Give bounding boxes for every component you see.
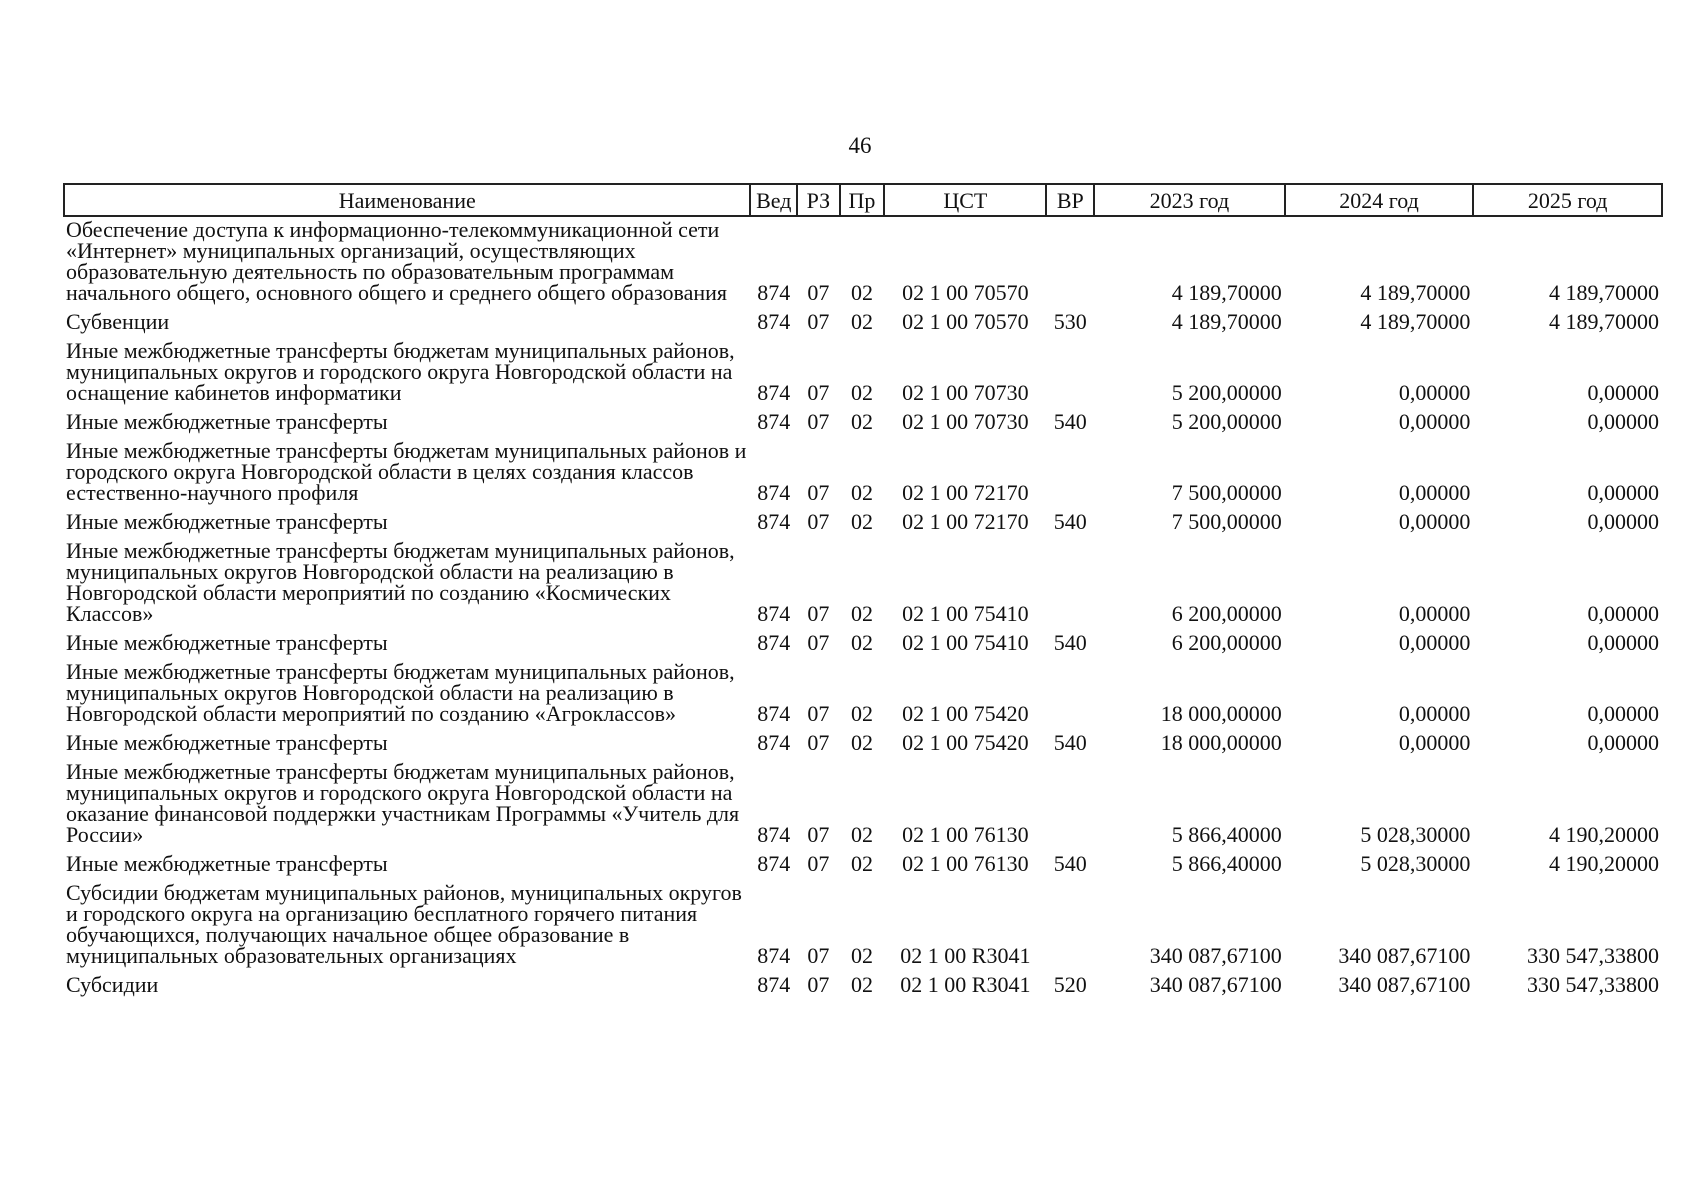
cell-cst: 02 1 00 70730 (902, 380, 1029, 405)
cell-2023: 4 189,70000 (1171, 280, 1282, 305)
cell-2024: 0,00000 (1398, 601, 1471, 626)
cell-vr: 540 (1053, 730, 1087, 755)
cell-cst: 02 1 00 R3041 (900, 943, 1031, 968)
cell-2023: 7 500,00000 (1171, 509, 1282, 534)
cell-2023: 5 866,40000 (1171, 822, 1282, 847)
cell-pr: 02 (850, 409, 873, 434)
cell-2025: 4 190,20000 (1549, 822, 1659, 847)
cell-2024: 0,00000 (1398, 509, 1471, 534)
cell-pr: 02 (850, 701, 873, 726)
cell-2023: 6 200,00000 (1171, 630, 1282, 655)
cell-vr: 540 (1053, 409, 1087, 434)
table-row (64, 726, 1662, 755)
cell-2024: 4 189,70000 (1360, 309, 1471, 334)
cell-ved: 874 (757, 480, 791, 505)
cell-name: Иные межбюджетные трансферты (66, 630, 388, 655)
cell-pr: 02 (850, 851, 873, 876)
cell-cst: 02 1 00 70730 (902, 409, 1029, 434)
cell-ved: 874 (757, 730, 791, 755)
cell-2023: 5 200,00000 (1171, 380, 1282, 405)
cell-2023: 18 000,00000 (1160, 701, 1282, 726)
cell-ved: 874 (757, 972, 791, 997)
cell-2024: 0,00000 (1398, 701, 1471, 726)
cell-2024: 0,00000 (1398, 630, 1471, 655)
cell-name: Субсидии бюджетам муниципальных районов, муниципальных округов и городского округа на организацию бесплатного горячего питания обучающихся, получающих начальное общее образование в муниципальных образовательных организациях (66, 880, 742, 968)
cell-2023: 5 866,40000 (1171, 851, 1282, 876)
table-row (64, 534, 1662, 626)
table-row (64, 216, 1662, 305)
cell-name: Иные межбюджетные трансферты (66, 851, 388, 876)
cell-2024: 340 087,67100 (1338, 943, 1471, 968)
cell-cst: 02 1 00 75410 (902, 630, 1029, 655)
header-2023: 2023 год (1094, 184, 1285, 216)
cell-2025: 0,00000 (1587, 509, 1659, 534)
cell-pr: 02 (850, 630, 873, 655)
cell-pr: 02 (850, 480, 873, 505)
table-row (64, 505, 1662, 534)
cell-name: Иные межбюджетные трансферты бюджетам муниципальных районов, муниципальных округов Новгородской области на реализацию в Новгородской области мероприятий по созданию «Космических Классов» (66, 538, 735, 626)
cell-2023: 340 087,67100 (1149, 972, 1282, 997)
cell-vr: 540 (1053, 630, 1087, 655)
table-row (64, 847, 1662, 876)
cell-name: Субвенции (66, 309, 170, 334)
cell-pr: 02 (850, 943, 873, 968)
cell-rz: 07 (807, 630, 830, 655)
cell-2023: 18 000,00000 (1160, 730, 1282, 755)
cell-rz: 07 (807, 851, 830, 876)
table-row (64, 655, 1662, 726)
table-row (64, 434, 1662, 505)
cell-ved: 874 (757, 409, 791, 434)
cell-2025: 330 547,33800 (1527, 943, 1659, 968)
cell-vr (1046, 434, 1094, 505)
table-row (64, 305, 1662, 334)
cell-ved: 874 (757, 280, 791, 305)
header-pr: Пр (840, 184, 885, 216)
cell-rz: 07 (807, 730, 830, 755)
cell-vr (1046, 655, 1094, 726)
header-rz: РЗ (797, 184, 840, 216)
cell-vr: 530 (1053, 309, 1087, 334)
cell-cst: 02 1 00 72170 (902, 480, 1029, 505)
cell-vr: 540 (1053, 851, 1087, 876)
cell-2024: 0,00000 (1398, 730, 1471, 755)
cell-2025: 0,00000 (1587, 601, 1659, 626)
cell-rz: 07 (807, 701, 830, 726)
cell-cst: 02 1 00 72170 (902, 509, 1029, 534)
cell-name: Иные межбюджетные трансферты бюджетам муниципальных районов и городского округа Новгородской области в целях создания классов естественно-научного профиля (66, 438, 747, 505)
cell-pr: 02 (850, 509, 873, 534)
budget-table (63, 183, 1663, 997)
table-header-row (64, 184, 1662, 216)
cell-pr: 02 (850, 280, 873, 305)
cell-ved: 874 (757, 309, 791, 334)
table-row (64, 876, 1662, 968)
cell-rz: 07 (807, 480, 830, 505)
header-vr: ВР (1046, 184, 1094, 216)
header-name: Наименование (64, 184, 750, 216)
cell-name: Субсидии (66, 972, 159, 997)
cell-2025: 4 189,70000 (1549, 280, 1659, 305)
cell-2025: 0,00000 (1587, 409, 1659, 434)
cell-2025: 0,00000 (1587, 630, 1659, 655)
cell-2025: 0,00000 (1587, 480, 1659, 505)
cell-rz: 07 (807, 380, 830, 405)
table-row (64, 334, 1662, 405)
table-row (64, 755, 1662, 847)
table-body (64, 216, 1662, 997)
cell-rz: 07 (807, 509, 830, 534)
header-ved: Вед (750, 184, 797, 216)
cell-pr: 02 (850, 601, 873, 626)
cell-2024: 4 189,70000 (1360, 280, 1471, 305)
cell-ved: 874 (757, 943, 791, 968)
cell-pr: 02 (850, 309, 873, 334)
cell-cst: 02 1 00 75410 (902, 601, 1029, 626)
cell-2025: 0,00000 (1587, 730, 1659, 755)
cell-ved: 874 (757, 701, 791, 726)
cell-cst: 02 1 00 76130 (902, 851, 1029, 876)
header-cst: ЦСТ (884, 184, 1046, 216)
cell-2025: 0,00000 (1587, 380, 1659, 405)
cell-2024: 340 087,67100 (1338, 972, 1471, 997)
cell-2023: 6 200,00000 (1171, 601, 1282, 626)
cell-ved: 874 (757, 380, 791, 405)
cell-2024: 0,00000 (1398, 480, 1471, 505)
cell-rz: 07 (807, 409, 830, 434)
cell-rz: 07 (807, 309, 830, 334)
cell-2025: 0,00000 (1587, 701, 1659, 726)
cell-2023: 7 500,00000 (1171, 480, 1282, 505)
table-row (64, 626, 1662, 655)
cell-2025: 4 190,20000 (1549, 851, 1659, 876)
cell-cst: 02 1 00 75420 (902, 701, 1029, 726)
cell-vr (1046, 755, 1094, 847)
cell-ved: 874 (757, 509, 791, 534)
cell-2024: 0,00000 (1398, 409, 1471, 434)
cell-vr: 540 (1053, 509, 1087, 534)
cell-cst: 02 1 00 70570 (902, 309, 1029, 334)
cell-cst: 02 1 00 75420 (902, 730, 1029, 755)
cell-name: Иные межбюджетные трансферты бюджетам муниципальных районов, муниципальных округов и городского округа Новгородской области на оказание финансовой поддержки участникам Программы «Учитель для России» (66, 759, 740, 847)
cell-vr: 520 (1053, 972, 1087, 997)
header-2025: 2025 год (1473, 184, 1662, 216)
cell-name: Иные межбюджетные трансферты (66, 730, 388, 755)
cell-vr (1046, 334, 1094, 405)
cell-2023: 340 087,67100 (1149, 943, 1282, 968)
cell-pr: 02 (850, 822, 873, 847)
header-2024: 2024 год (1285, 184, 1474, 216)
cell-2024: 5 028,30000 (1360, 822, 1471, 847)
cell-cst: 02 1 00 R3041 (900, 972, 1031, 997)
cell-ved: 874 (757, 851, 791, 876)
table-row (64, 968, 1662, 997)
cell-2023: 4 189,70000 (1171, 309, 1282, 334)
cell-cst: 02 1 00 76130 (902, 822, 1029, 847)
cell-vr (1046, 216, 1094, 305)
cell-name: Иные межбюджетные трансферты бюджетам муниципальных районов, муниципальных округов Новгородской области на реализацию в Новгородской области мероприятий по созданию «Агроклассов» (66, 659, 735, 726)
cell-pr: 02 (850, 380, 873, 405)
cell-pr: 02 (850, 972, 873, 997)
cell-name: Иные межбюджетные трансферты (66, 409, 388, 434)
cell-rz: 07 (807, 280, 830, 305)
cell-rz: 07 (807, 943, 830, 968)
cell-name: Иные межбюджетные трансферты бюджетам муниципальных районов, муниципальных округов и городского округа Новгородской области на оснащение кабинетов информатики (66, 338, 735, 405)
page-number: 46 (848, 133, 872, 158)
cell-vr (1046, 876, 1094, 968)
cell-2024: 5 028,30000 (1360, 851, 1471, 876)
cell-ved: 874 (757, 601, 791, 626)
cell-cst: 02 1 00 70570 (902, 280, 1029, 305)
cell-name: Обеспечение доступа к информационно-телекоммуникационной сети «Интернет» муниципальных организаций, осуществляющих образовательную деятельность по образовательным программам начального общего, основного общего и среднего общего образования (66, 217, 728, 305)
cell-2025: 330 547,33800 (1527, 972, 1659, 997)
table-row (64, 405, 1662, 434)
cell-2023: 5 200,00000 (1171, 409, 1282, 434)
cell-2025: 4 189,70000 (1549, 309, 1659, 334)
cell-vr (1046, 534, 1094, 626)
cell-ved: 874 (757, 630, 791, 655)
cell-2024: 0,00000 (1398, 380, 1471, 405)
cell-name: Иные межбюджетные трансферты (66, 509, 388, 534)
cell-pr: 02 (850, 730, 873, 755)
cell-rz: 07 (807, 822, 830, 847)
cell-rz: 07 (807, 972, 830, 997)
cell-rz: 07 (807, 601, 830, 626)
cell-ved: 874 (757, 822, 791, 847)
